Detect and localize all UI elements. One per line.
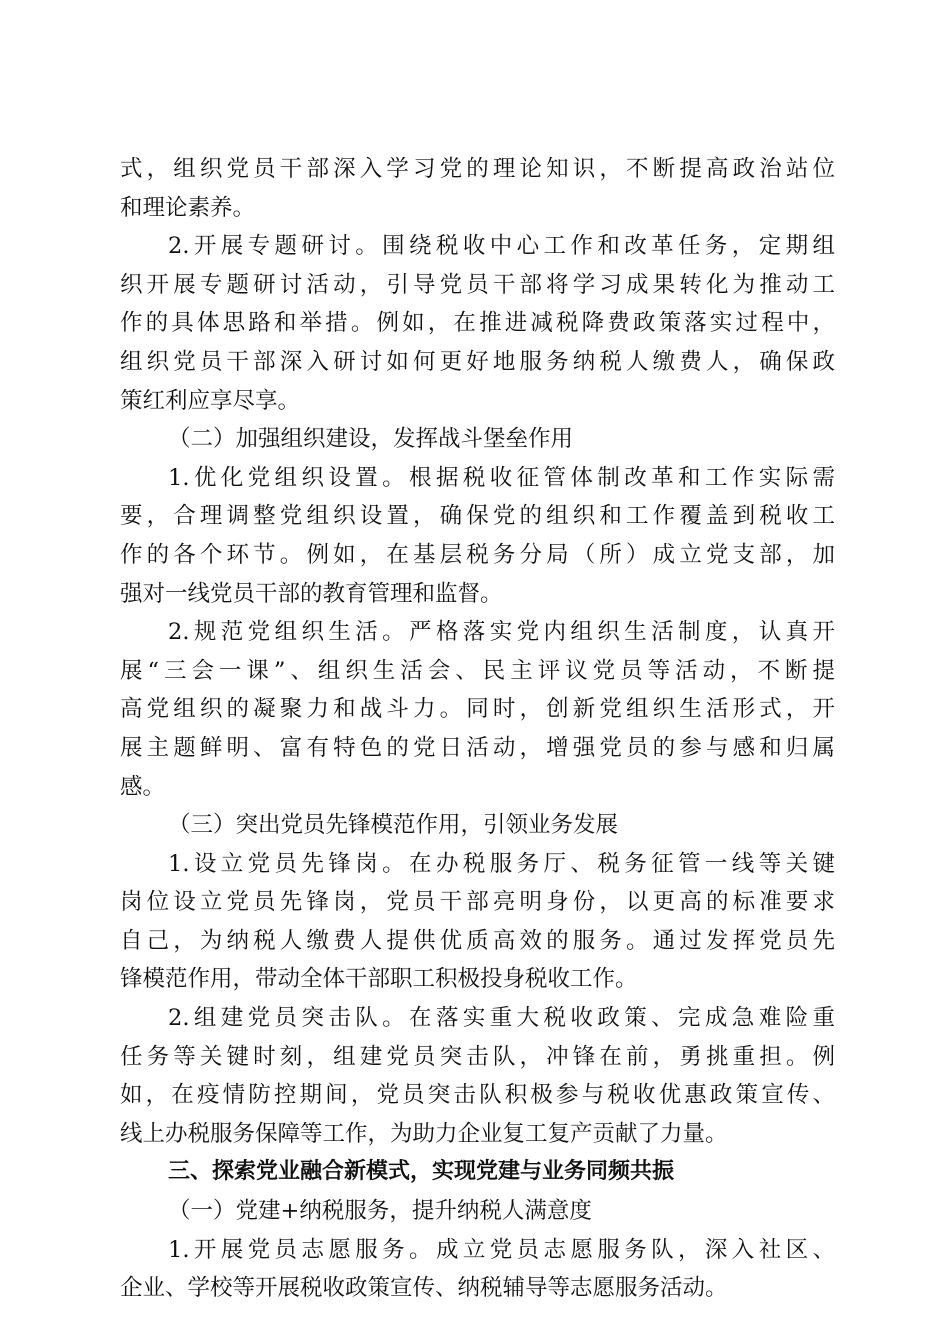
text-line: 要，合理调整党组织设置，确保党的组织和工作覆盖到税收工	[120, 503, 835, 530]
text-line: 织开展专题研讨活动，引导党员干部将学习成果转化为推动工	[120, 271, 835, 298]
text-line: 组织党员干部深入研讨如何更好地服务纳税人缴费人，确保政	[120, 348, 835, 375]
text-line: 1.设立党员先锋岗。在办税服务厅、税务征管一线等关键	[168, 850, 835, 877]
text-line: 2.规范党组织生活。严格落实党内组织生活制度，认真开	[168, 619, 835, 646]
section-heading: 三、探索党业融合新模式，实现党建与业务同频共振	[168, 1159, 675, 1185]
text-line: 展“三会一课”、组织生活会、民主评议党员等活动，不断提	[120, 657, 835, 684]
text-line: 和理论素养。	[120, 194, 256, 221]
paragraph	[120, 845, 835, 999]
paragraph	[120, 227, 835, 420]
text-line: 1.优化党组织设置。根据税收征管体制改革和工作实际需	[168, 464, 835, 491]
text-line: 感。	[120, 773, 166, 800]
paragraph	[120, 999, 835, 1153]
text-line: 锋模范作用，带动全体干部职工积极投身税收工作。	[120, 966, 638, 993]
section-subheading: （二）加强组织建设，发挥战斗堡垒作用	[168, 426, 574, 453]
paragraph	[120, 459, 835, 613]
text-line: 线上办税服务保障等工作，为助力企业复工复产贡献了力量。	[120, 1120, 728, 1147]
text-line: 策红利应享尽享。	[120, 387, 301, 414]
text-line: 任务等关键时刻，组建党员突击队，冲锋在前，勇挑重担。例	[120, 1043, 835, 1070]
paragraph	[120, 150, 835, 227]
text-line: 2.组建党员突击队。在落实重大税收政策、完成急难险重	[168, 1005, 835, 1032]
text-line: 作的各个环节。例如，在基层税务分局（所）成立党支部，加	[120, 541, 835, 568]
text-line: 式，组织党员干部深入学习党的理论知识，不断提高政治站位	[120, 156, 835, 182]
paragraph	[120, 1231, 835, 1308]
section-subheading: （三）突出党员先锋模范作用，引领业务发展	[168, 812, 619, 839]
section-subheading: （一）党建+纳税服务，提升纳税人满意度	[168, 1198, 592, 1225]
text-line: 展主题鲜明、富有特色的党日活动，增强党员的参与感和归属	[120, 734, 835, 761]
paragraph	[120, 613, 835, 806]
text-line: 岗位设立党员先锋岗，党员干部亮明身份，以更高的标准要求	[120, 889, 835, 916]
text-line: 作的具体思路和举措。例如，在推进减税降费政策落实过程中，	[120, 310, 835, 337]
text-line: 强对一线党员干部的教育管理和监督。	[120, 580, 503, 607]
text-line: 2.开展专题研讨。围绕税收中心工作和改革任务，定期组	[168, 233, 835, 260]
text-line: 如，在疫情防控期间，党员突击队积极参与税收优惠政策宣传、	[120, 1082, 835, 1109]
document-body	[120, 150, 835, 1308]
text-line: 高党组织的凝聚力和战斗力。同时，创新党组织生活形式，开	[120, 696, 835, 723]
text-line: 企业、学校等开展税收政策宣传、纳税辅导等志愿服务活动。	[120, 1275, 728, 1302]
text-line: 自己，为纳税人缴费人提供优质高效的服务。通过发挥党员先	[120, 927, 835, 954]
text-line: 1.开展党员志愿服务。成立党员志愿服务队，深入社区、	[168, 1236, 835, 1263]
